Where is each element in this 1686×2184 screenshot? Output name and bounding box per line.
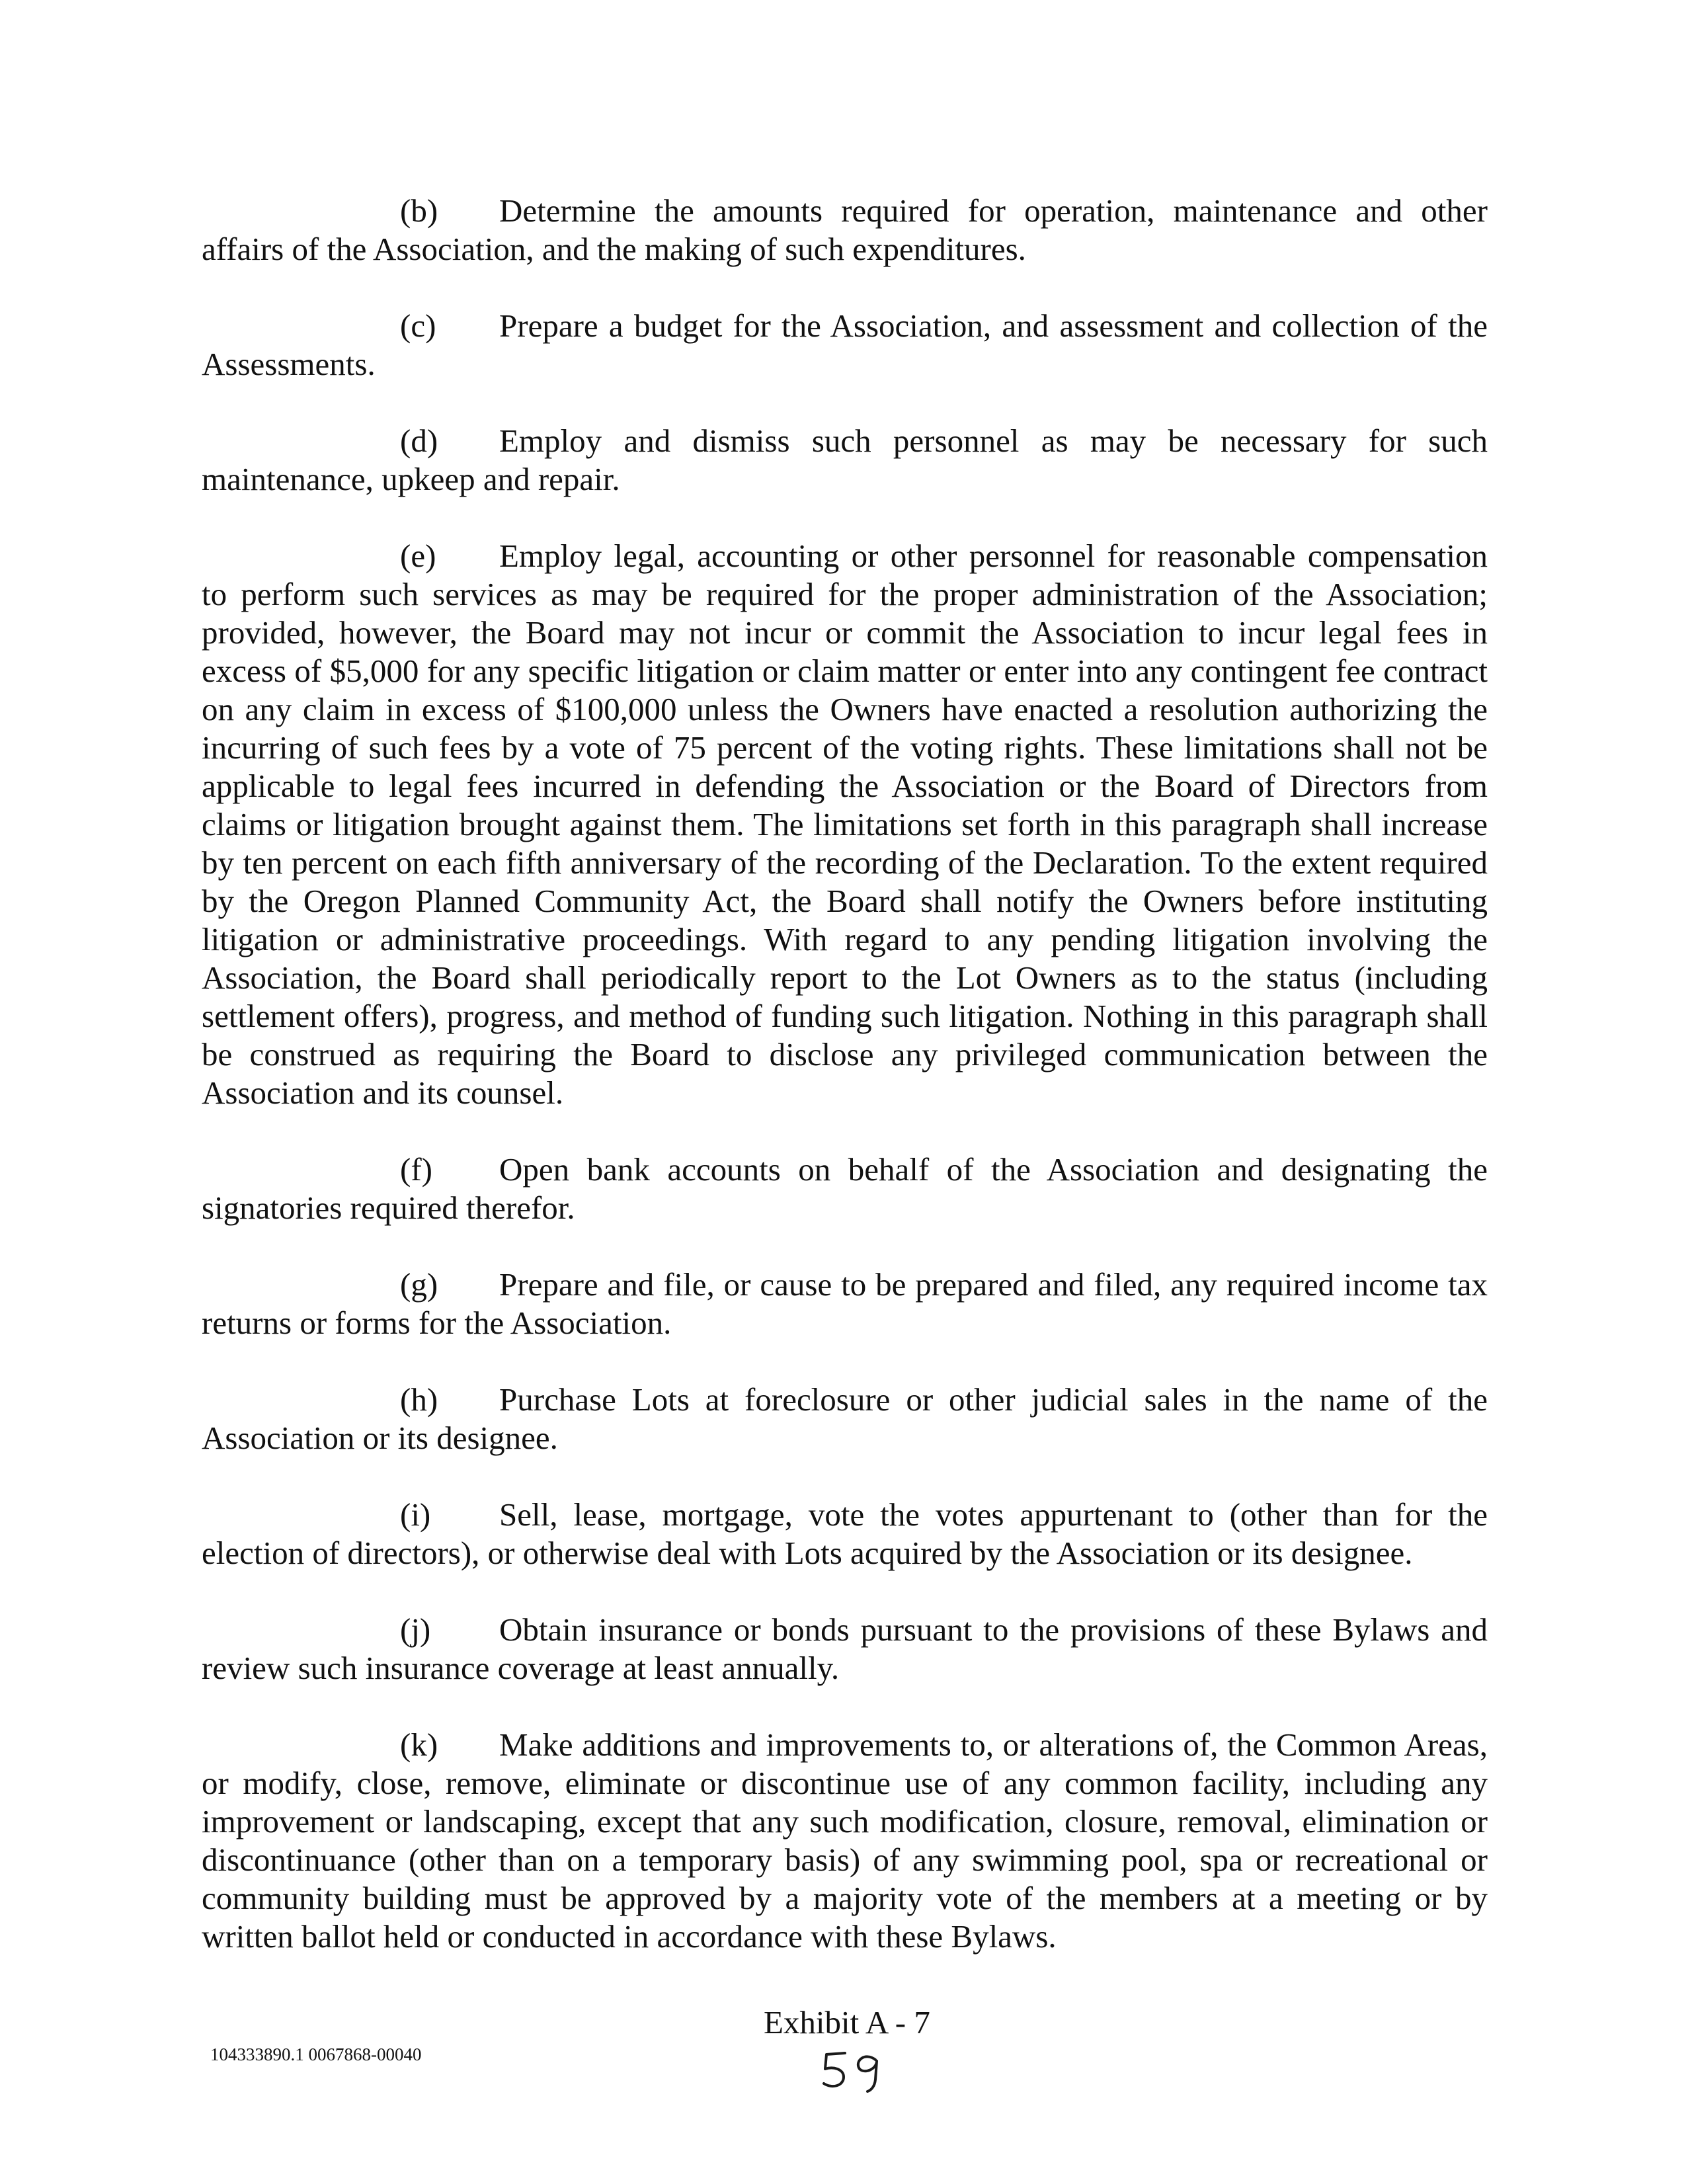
paragraph-label: (k)	[400, 1726, 438, 1763]
paragraph-label: (c)	[400, 307, 436, 344]
paragraph-c	[202, 307, 1488, 384]
paragraph-b	[202, 192, 1488, 268]
paragraph-k	[202, 1726, 1488, 1956]
document-body	[202, 192, 1488, 1994]
paragraph-text: Prepare a budget for the Association, and assessment and collection of the Assessments.	[202, 307, 1488, 382]
paragraph-d	[202, 422, 1488, 499]
document-number: 104333890.1 0067868-00040	[210, 2044, 422, 2064]
paragraph-label: (f)	[400, 1151, 432, 1188]
paragraph-f	[202, 1151, 1488, 1227]
paragraph-text: Employ legal, accounting or other personnel for reasonable compensation to perform such services as may be required for the proper administration of the Association; provided, however, the Board may not incur or commit the Association to incur legal fees in excess of $5,000 for any specific litigation or claim matter or enter into any contingent fee contract on any claim in excess of $100,000 unless the Owners have enacted a resolution authorizing the incurring of such fees by a vote of 75 percent of the voting rights. These limitations shall not be applicable to legal fees incurred in defending the Association or the Board of Directors from claims or litigation brought against them. The limitations set forth in this paragraph shall increase by ten percent on each fifth anniversary of the recording of the Declaration. To the extent required by the Oregon Planned Community Act, the Board shall notify the Owners before instituting litigation or administrative proceedings. With regard to any pending litigation involving the Association, the Board shall periodically report to the Lot Owners as to the status (including settlement offers), progress, and method of funding such litigation. Nothing in this paragraph shall be construed as requiring the Board to disclose any privileged communication between the Association and its counsel.	[202, 538, 1488, 1111]
paragraph-label: (d)	[400, 423, 438, 459]
paragraph-text: Determine the amounts required for operation, maintenance and other affairs of the Association, and the making of such expenditures.	[202, 192, 1488, 267]
handwritten-page-number	[820, 2046, 899, 2093]
paragraph-g	[202, 1266, 1488, 1342]
paragraph-text: Employ and dismiss such personnel as may be necessary for such maintenance, upkeep and repair.	[202, 423, 1488, 497]
paragraph-label: (j)	[400, 1611, 431, 1648]
exhibit-page-label: Exhibit A - 7	[764, 2004, 930, 2041]
paragraph-j	[202, 1611, 1488, 1687]
paragraph-text: Obtain insurance or bonds pursuant to the provisions of these Bylaws and review such insurance coverage at least annually.	[202, 1611, 1488, 1686]
paragraph-text: Purchase Lots at foreclosure or other judicial sales in the name of the Association or its designee.	[202, 1381, 1488, 1456]
paragraph-h	[202, 1381, 1488, 1457]
paragraph-label: (i)	[400, 1496, 431, 1533]
paragraph-text: Sell, lease, mortgage, vote the votes appurtenant to (other than for the election of directors), or otherwise deal with Lots acquired by the Association or its designee.	[202, 1496, 1488, 1571]
paragraph-label: (e)	[400, 538, 436, 574]
paragraph-label: (g)	[400, 1266, 438, 1303]
paragraph-i	[202, 1496, 1488, 1572]
paragraph-e	[202, 537, 1488, 1112]
paragraph-text: Make additions and improvements to, or alterations of, the Common Areas, or modify, close, remove, eliminate or discontinue use of any common facility, including any improvement or landscaping, except that any such modification, closure, removal, elimination or discontinuance (other than on a temporary basis) of any swimming pool, spa or recreational or community building must be approved by a majority vote of the members at a meeting or by written ballot held or conducted in accordance with these Bylaws.	[202, 1726, 1488, 1955]
paragraph-text: Open bank accounts on behalf of the Association and designating the signatories required therefor.	[202, 1151, 1488, 1226]
paragraph-text: Prepare and file, or cause to be prepared and filed, any required income tax returns or forms for the Association.	[202, 1266, 1488, 1341]
paragraph-label: (b)	[400, 192, 438, 229]
paragraph-label: (h)	[400, 1381, 438, 1418]
